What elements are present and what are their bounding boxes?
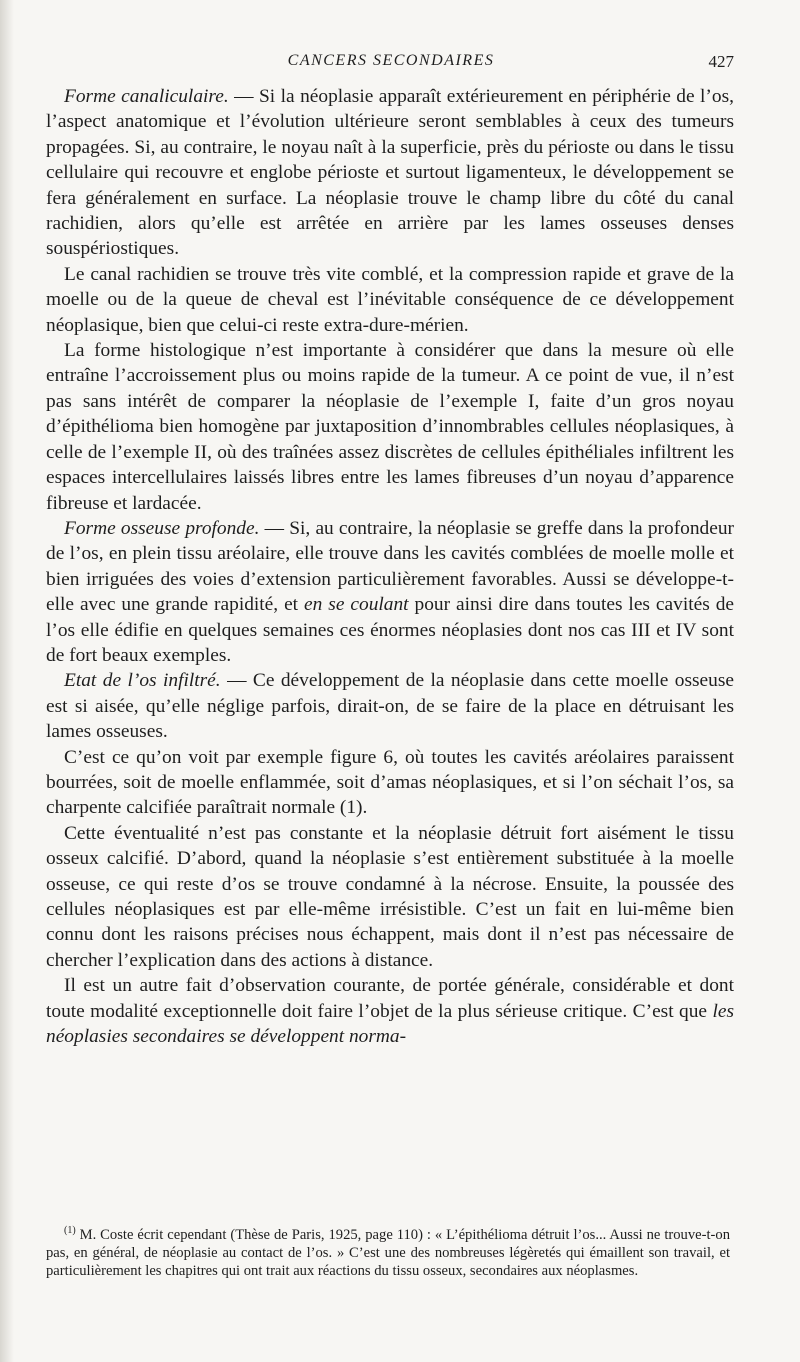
- footnote-text: [46, 1222, 730, 1280]
- paragraph-forme-histologique: La forme histologique n’est importante à considérer que dans la mesure où elle entraîne l’accroissement plus ou moins rapide de la tumeur. A ce point de vue, il n’est pas sans intérêt de comparer la néoplasie de l’exemple I, faite d’un gros noyau d’épithélioma bien homogène par juxtaposition d’innombrables cellules néoplasiques, à celle de l’exemple II, où des traînées assez discrètes de cellules épithéliales infiltrent les espaces intercellulaires laissés libres entre les lames fibreuses d’un noyau d’apparence fibreuse et lardacée.: [46, 340, 734, 514]
- paragraph-figure-6: C’est ce qu’on voit par exemple figure 6, où toutes les cavités aréolaires paraissent bourrées, soit de moelle enflammée, soit d’amas néoplasiques, et si l’on séchait l’os, sa charpente calcifiée paraîtrait normale (1).: [46, 746, 734, 819]
- paragraph-text: — Ce développement de la néoplasie dans cette moelle osseuse est si aisée, qu’elle néglige parfois, dirait-on, de se faire de la place en détruisant les lames osseuses.: [46, 670, 734, 743]
- paragraph-text: pour ainsi dire dans toutes les cavités de l’os elle édifie en quelques semaines ces énormes néoplasies dont nos cas III et IV sont de fort beaux exemples.: [46, 594, 735, 666]
- footnote-marker: (1): [64, 1225, 76, 1236]
- footnote-body: M. Coste écrit cependant (Thèse de Paris, 1925, page 110) : « L’épithélioma détruit l’os... Aussi ne trouve-t-on pas, en général, de néoplasie au contact de l’os. » C’est une des nombreuses légèretés qui émaillent son travail, et particulièrement les chapitres qui ont trait aux réactions du tissu osseux, secondaires aux néoplasmes.: [46, 1226, 730, 1280]
- paragraph-forme-osseuse-profonde: [46, 516, 734, 668]
- running-head: [48, 50, 734, 74]
- paragraph-text: — Si la néoplasie apparaît extérieurement en périphérie de l’os, l’aspect anatomique et l’évolution ultérieure seront semblables à ceux des tumeurs propagées. Si, au contraire, le noyau naît à la superficie, près du périoste ou dans le tissu cellulaire qui recouvre et englobe périoste et surtout ligamenteux, le développement se fera généralement en surface. La néoplasie trouve le champ libre du côté du canal rachidien, alors qu’elle est arrêtée en arrière par les lames osseuses denses souspériostiques.: [46, 86, 734, 260]
- paragraph-forme-canaliculaire: [46, 84, 734, 262]
- paragraph-canal-rachidien: Le canal rachidien se trouve très vite comblé, et la compression rapide et grave de la moelle ou de la queue de cheval est l’inévitable conséquence de ce développement néoplasique, bien que celui-ci reste extra-dure-mérien.: [46, 263, 734, 336]
- footnote: [46, 1222, 730, 1280]
- section-heading-forme-osseuse-profonde: Forme osseuse profonde.: [64, 517, 260, 539]
- running-title: CANCERS SECONDAIRES: [287, 52, 495, 69]
- paragraph-eventualite: Cette éventualité n’est pas constante et la néoplasie détruit fort aisément le tissu osseux calcifié. D’abord, quand la néoplasie s’est entièrement substituée à la moelle osseuse, ce qui reste d’os se trouve condamné à la nécrose. Ensuite, la poussée des cellules néoplasiques est par elle-même irrésistible. C’est un fait en lui-même bien connu dont les raisons précises nous échappent, mais dont il n’est pas nécessaire de chercher l’explication dans des actions à distance.: [46, 822, 734, 971]
- emphasis-text: les néoplasies secondaires se développent norma-: [46, 1000, 734, 1048]
- paragraph-text: — Si, au contraire, la néoplasie se greffe dans la profondeur de l’os, en plein tissu aréolaire, elle trouve dans les cavités comblées de moelle molle et bien irriguées des voies d’extension particulièrement favorables. Aussi se développe-t-elle avec une grande rapidité, et: [46, 517, 734, 616]
- paragraph-autre-fait: [46, 973, 734, 1049]
- section-heading-etat-os-infiltre: Etat de l’os infiltré.: [64, 670, 221, 692]
- paragraph-etat-os-infiltre: [46, 668, 734, 744]
- section-heading-forme-canaliculaire: Forme canaliculaire.: [64, 86, 229, 107]
- page-gutter-shadow: [0, 0, 14, 1362]
- page-number: 427: [708, 52, 734, 71]
- body-text: [46, 84, 734, 1049]
- emphasis-text: en se coulant: [304, 594, 409, 616]
- paragraph-text: Il est un autre fait d’observation courante, de portée générale, considérable et dont toute modalité exceptionnelle doit faire l’objet de la plus sérieuse critique. C’est que: [46, 975, 734, 1022]
